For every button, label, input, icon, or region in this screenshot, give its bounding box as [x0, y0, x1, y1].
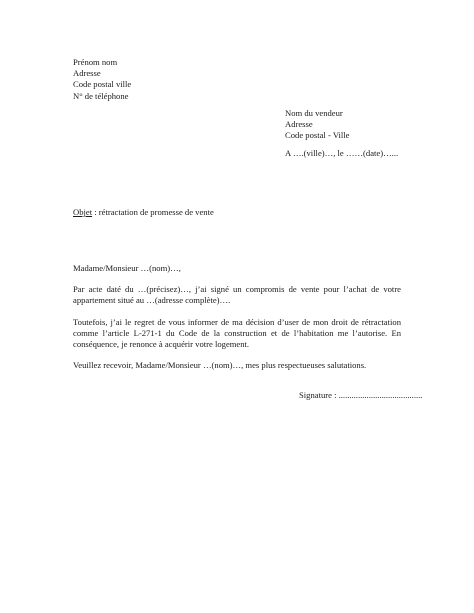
subject-text: : rétractation de promesse de vente — [92, 207, 214, 217]
closing-formula: Veuillez recevoir, Madame/Monsieur …(nom)…, mes plus respectueuses salutations. — [73, 360, 367, 371]
sender-postal-city: Code postal ville — [73, 79, 132, 90]
sender-name: Prénom nom — [73, 57, 118, 67]
recipient-block — [285, 108, 445, 142]
recipient-name: Nom du vendeur — [285, 108, 343, 118]
signature-line: Signature : ....................................... — [299, 390, 423, 400]
recipient-postal-city: Code postal - Ville — [285, 130, 350, 141]
subject-line — [73, 207, 214, 218]
salutation: Madame/Monsieur …(nom)…, — [73, 263, 181, 273]
sender-address: Adresse — [73, 68, 101, 79]
body-paragraph-2: Toutefois, j’ai le regret de vous informer de ma décision d’user de mon droit de rétractation comme l’article L-271-1 du Code de la construction et de l’habitation me l’autorise. En conséquence, je renonce à acquérir votre logement. — [73, 316, 401, 350]
place-date-line: A ….(ville)…, le ……(date)…... — [285, 148, 399, 158]
letter-body — [73, 263, 401, 381]
subject-label: Objet — [73, 207, 93, 217]
sender-block — [73, 57, 233, 102]
sender-phone: N° de téléphone — [73, 90, 129, 101]
body-paragraph-1: Par acte daté du …(précisez)…, j’ai signé un compromis de vente pour l’achat de votre appartement situé au …(adresse complète)…. — [73, 284, 401, 306]
recipient-address: Adresse — [285, 119, 313, 130]
